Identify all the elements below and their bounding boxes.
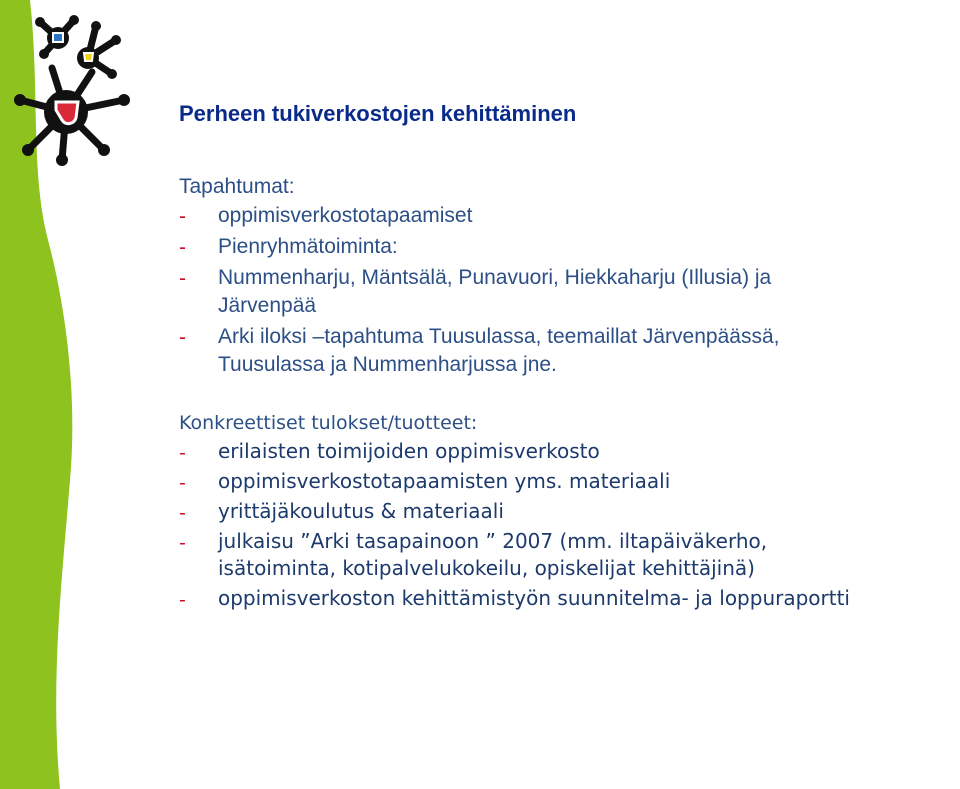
item-text-continued: isätoiminta, kotipalvelukokeilu, opiskelijat kehittäjinä) — [218, 556, 755, 580]
item-text: oppimisverkoston kehittämistyön suunnitelma- ja loppuraportti — [218, 586, 850, 610]
bullet-dash: - — [179, 267, 186, 290]
list-item — [179, 264, 960, 320]
list-item — [179, 498, 960, 525]
item-text: oppimisverkostotapaamisten yms. materiaali — [218, 469, 671, 493]
item-text: Arki iloksi –tapahtuma Tuusulassa, teemaillat Järvenpäässä, — [218, 325, 780, 348]
list-item — [179, 233, 960, 261]
content-body — [179, 172, 960, 615]
bullet-dash: - — [179, 502, 186, 524]
stick-figures-logo-icon — [0, 0, 140, 170]
bullet-dash: - — [179, 205, 186, 228]
item-text: erilaisten toimijoiden oppimisverkosto — [218, 439, 600, 463]
list-item — [179, 528, 960, 582]
item-text-continued: Tuusulassa ja Nummenharjussa jne. — [218, 353, 557, 376]
bullet-dash: - — [179, 472, 186, 494]
bullet-dash: - — [179, 589, 186, 611]
item-text-continued: Järvenpää — [218, 294, 317, 317]
item-text: oppimisverkostotapaamiset — [218, 204, 473, 227]
events-heading: Tapahtumat: — [179, 175, 295, 198]
bullet-dash: - — [179, 326, 186, 349]
bullet-dash: - — [179, 532, 186, 554]
events-section — [179, 172, 960, 379]
item-text: Nummenharju, Mäntsälä, Punavuori, Hiekkaharju (Illusia) ja — [218, 266, 772, 289]
bullet-dash: - — [179, 442, 186, 464]
list-item — [179, 202, 960, 230]
bullet-dash: - — [179, 236, 186, 259]
results-heading: Konkreettiset tulokset/tuotteet: — [179, 412, 478, 434]
list-item — [179, 585, 960, 612]
item-text: yrittäjäkoulutus & materiaali — [218, 499, 504, 523]
item-text: Pienryhmätoiminta: — [218, 235, 398, 258]
page-title: Perheen tukiverkostojen kehittäminen — [179, 101, 577, 126]
results-section — [179, 408, 960, 612]
list-item — [179, 323, 960, 379]
list-item — [179, 468, 960, 495]
item-text: julkaisu ”Arki tasapainoon ” 2007 (mm. iltapäiväkerho, — [218, 529, 768, 553]
list-item — [179, 438, 960, 465]
